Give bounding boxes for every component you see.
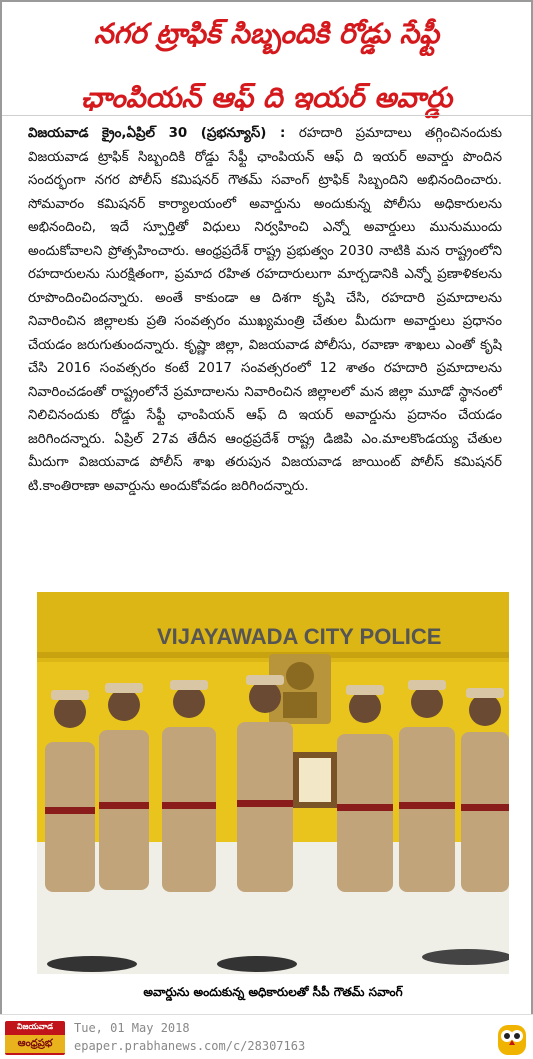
award-plaque-icon <box>293 752 337 808</box>
wall-text: VIJAYAWADA CITY POLICE <box>157 624 442 649</box>
dateline: విజయవాడ క్రైం,ఏప్రిల్ 30 (ప్రభన్యూస్) : <box>28 126 299 141</box>
headline-line-2: ఛాంపియన్ ఆఫ్ ది ఇయర్ అవార్డు <box>80 81 453 114</box>
headline-line-1: నగర ట్రాఫిక్ సిబ్బందికి రోడ్డు సేఫ్టీ <box>93 17 440 50</box>
article-text: రహదారి ప్రమాదాలు తగ్గించినందుకు విజయవాడ ట్రాఫిక్ సిబ్బందికి రోడ్డు సేఫ్టీ ఛాంపియన్ ఆఫ్ ది ఇయర్ అవార్డు పొందిన సందర్భంగా నగర పోలీస్ కమిషనర్ గౌతమ్ సవాంగ్ ట్రాఫిక్ సిబ్బందిని అభినందించారు. సోమవారం కమిషనర్ కార్యాలయంలో అవార్డును అందుకున్న పోలీసు అధికారులను అభినందించి, ఇదే స్పూర్తితో విధులు నిర్వహించి ఎన్నో అవార్డులు మునుముందు అందుకోవాలని ప్రోత్సహించారు. ఆంధ్రప్రదేశ్ రాష్ట్ర ప్రభుత్వం 2030 నాటికి మన రాష్ట్రంలోని రహదారులను సురక్షితంగా, ప్రమాద రహిత రహదారులుగా మార్చడానికి ఎన్నో ప్రణాళికలను రూపొందించిందన్నారు. అంతే కాకుండా ఆ దిశగా కృషి చేసి, రహదారి ప్రమాదాలను నివారించిన జిల్లాలకు ప్రతి సంవత్సరం ముఖ్యమంత్రి చేతుల మీదుగా అవార్డులు ప్రధానం చేయడం జరుగుతుందన్నారు. కృష్ణా జిల్లా, విజయవాడ పోలీసు, రవాణా శాఖలు ఎంతో కృషి చేసి 2016 సంవత్సరం కంటే 2017 సంవత్సరంలో 12 శాతం రహదారి ప్రమాదాలను నివారించడంతో రాష్ట్రంలోనే ప్రమాదాలను నివారించిన జిల్లాలలో మన జిల్లా మూడో స్థానంలో నిలిచినందుకు రోడ్డు సేఫ్టీ ఛాంపియన్ ఆఫ్ ది ఇయర్ అవార్డును ప్రదానం చేయడం జరిగిందన్నారు. ఏప్రిల్ 27వ తేదీన ఆంధ్రప్రదేశ్ రాష్ట్ర డిజిపి ఎం.మాలకొండయ్య చేతుల మీదుగా విజయవాడ పోలీస్ శాఖ తరుపున విజయవాడ జాయింట్ పోలీస్ కమిషనర్ టి.కాంతిరాణా అవార్డును అందుకోవడం జరిగిందన్నారు. <box>28 126 502 494</box>
news-photo <box>37 592 509 974</box>
owl-icon <box>496 1021 528 1057</box>
divider <box>2 115 531 116</box>
epaper-url[interactable]: epaper.prabhanews.com/c/28307163 <box>74 1039 306 1053</box>
publication-date: Tue, 01 May 2018 <box>74 1021 190 1035</box>
newspaper-logo[interactable] <box>5 1021 65 1055</box>
photo-caption: అవార్డును అందుకున్న అధికారులతో సీపీ గౌతమ్ సవాంగ్ <box>143 985 403 999</box>
logo-masthead: ఆంధ్రప్రభ <box>5 1035 65 1053</box>
footer <box>0 1014 533 1059</box>
footer-meta <box>74 1019 305 1055</box>
logo-edition: విజయవాడ <box>16 1022 54 1031</box>
article-body <box>28 122 502 592</box>
officers-group <box>45 675 509 892</box>
